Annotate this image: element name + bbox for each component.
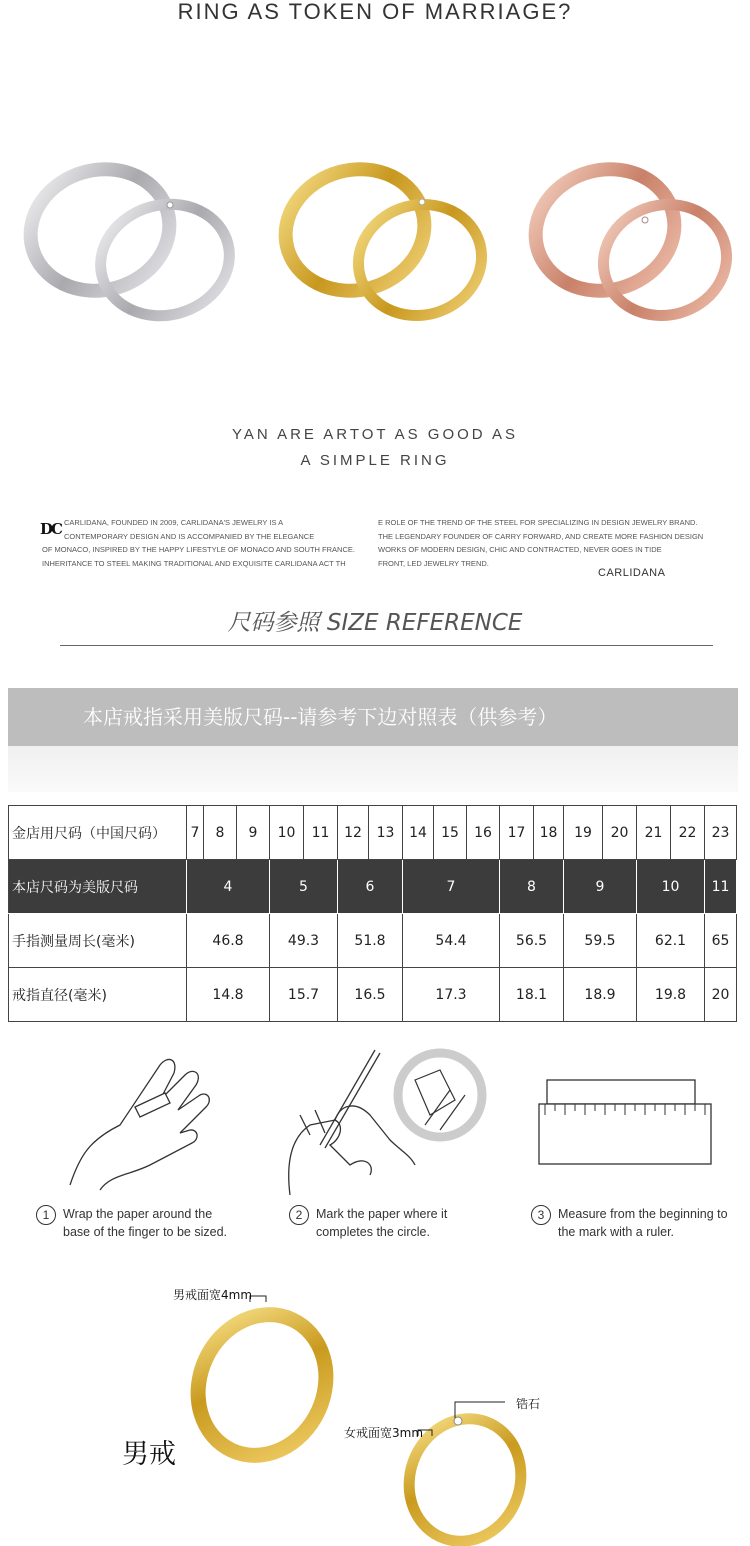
- cn-size-cell: 16: [467, 806, 500, 860]
- cn-size-cell: 11: [304, 806, 338, 860]
- brand-logo: DC: [40, 520, 61, 538]
- us-size-cell: 11: [705, 860, 737, 914]
- circumference-cell: 59.5: [564, 914, 637, 968]
- us-size-cell: 5: [270, 860, 338, 914]
- brand-text-line: OF MONACO, INSPIRED BY THE HAPPY LIFESTYLE OF MONACO AND SOUTH FRANCE.: [42, 545, 355, 554]
- us-size-cell: 4: [187, 860, 270, 914]
- step-1-text: [63, 1205, 227, 1241]
- circumference-cell: 65: [705, 914, 737, 968]
- table-row: [9, 968, 737, 1022]
- ruler-illustration: [535, 1075, 715, 1170]
- mens-width-label: 男戒面宽4mm: [173, 1288, 253, 1302]
- step-2-text: [316, 1205, 447, 1241]
- cn-size-cell: 7: [187, 806, 204, 860]
- cn-size-cell: 21: [637, 806, 671, 860]
- brand-text-line: WORKS OF MODERN DESIGN, CHIC AND CONTRACTED, NEVER GOES IN TIDE: [378, 545, 662, 554]
- diameter-cell: 20: [705, 968, 737, 1022]
- size-table: [8, 805, 737, 1022]
- brand-name: CARLIDANA: [598, 567, 666, 579]
- mark-paper-illustration: [280, 1045, 490, 1195]
- brand-text-line: INHERITANCE TO STEEL MAKING TRADITIONAL AND EXQUISITE CARLIDANA ACT TH: [42, 558, 346, 568]
- diameter-cell: 15.7: [270, 968, 338, 1022]
- divider: [60, 645, 713, 646]
- step-text-line: the mark with a ruler.: [558, 1225, 675, 1239]
- step-text-line: base of the finger to be sized.: [63, 1225, 227, 1239]
- us-size-cell: 7: [403, 860, 500, 914]
- step-1-number: 1: [36, 1205, 56, 1225]
- rose-gold-ring-pair: [520, 150, 740, 340]
- us-size-cell: 9: [564, 860, 637, 914]
- diameter-cell: 17.3: [403, 968, 500, 1022]
- cn-size-cell: 19: [564, 806, 603, 860]
- brand-text-line: CONTEMPORARY DESIGN AND IS ACCOMPANIED BY THE ELEGANCE: [64, 531, 315, 541]
- size-banner: 本店戒指采用美版尺码--请参考下边对照表（供参考）: [8, 688, 738, 746]
- cn-size-cell: 13: [369, 806, 403, 860]
- us-size-cell: 6: [338, 860, 403, 914]
- circumference-cell: 49.3: [270, 914, 338, 968]
- circumference-cell: 54.4: [403, 914, 500, 968]
- cn-size-cell: 14: [403, 806, 434, 860]
- silver-ring-pair: [20, 150, 240, 340]
- gold-ring-pair: [270, 150, 490, 340]
- step-text-line: Mark the paper where it: [316, 1207, 448, 1221]
- diameter-cell: 18.1: [500, 968, 564, 1022]
- step-text-line: Measure from the beginning to: [558, 1207, 728, 1221]
- cn-size-cell: 10: [270, 806, 304, 860]
- cn-size-cell: 18: [534, 806, 564, 860]
- step-3-text: [558, 1205, 728, 1241]
- circumference-header: 手指测量周长(毫米): [9, 914, 187, 968]
- us-size-cell: 8: [500, 860, 564, 914]
- circumference-cell: 51.8: [338, 914, 403, 968]
- diameter-cell: 18.9: [564, 968, 637, 1022]
- diameter-header: 戒指直径(毫米): [9, 968, 187, 1022]
- brand-text-line: E ROLE OF THE TREND OF THE STEEL FOR SPECIALIZING IN DESIGN JEWELRY BRAND.: [378, 518, 698, 527]
- step-text-line: Wrap the paper around the: [63, 1207, 213, 1221]
- wrap-finger-illustration: [60, 1045, 220, 1195]
- cn-size-cell: 8: [204, 806, 237, 860]
- circumference-cell: 56.5: [500, 914, 564, 968]
- cn-size-cell: 9: [237, 806, 270, 860]
- circumference-cell: 46.8: [187, 914, 270, 968]
- brand-text-line: THE LEGENDARY FOUNDER OF CARRY FORWARD, AND CREATE MORE FASHION DESIGN: [378, 531, 704, 541]
- brand-text-line: CARLIDANA, FOUNDED IN 2009, CARLIDANA'S JEWELRY IS A: [64, 518, 284, 527]
- cn-size-cell: 22: [671, 806, 705, 860]
- step-2-number: 2: [289, 1205, 309, 1225]
- table-row: [9, 806, 737, 860]
- page-headline: RING AS TOKEN OF MARRIAGE?: [177, 0, 573, 24]
- circumference-cell: 62.1: [637, 914, 705, 968]
- diameter-cell: 16.5: [338, 968, 403, 1022]
- cn-size-header: 金店用尺码（中国尺码）: [9, 806, 187, 860]
- cn-size-cell: 23: [705, 806, 737, 860]
- us-size-cell: 10: [637, 860, 705, 914]
- stone-label: 锆石: [516, 1397, 541, 1411]
- diameter-cell: 19.8: [637, 968, 705, 1022]
- us-size-header: 本店尺码为美版尺码: [9, 860, 187, 914]
- cn-size-cell: 20: [603, 806, 637, 860]
- table-row: [9, 860, 737, 914]
- step-3-number: 3: [531, 1205, 551, 1225]
- brand-text-right: [378, 516, 703, 570]
- step-text-line: completes the circle.: [316, 1225, 430, 1239]
- tagline-line-2: A SIMPLE RING: [300, 452, 450, 469]
- cn-size-cell: 17: [500, 806, 534, 860]
- mens-ring-label: 男戒: [122, 1439, 176, 1470]
- brand-text-line: FRONT, LED JEWELRY TREND.: [378, 558, 489, 568]
- ring-photos: [20, 150, 740, 340]
- size-reference-title: 尺码参照 SIZE REFERENCE: [227, 610, 523, 636]
- cn-size-cell: 12: [338, 806, 369, 860]
- tagline-line-1: YAN ARE ARTOT AS GOOD AS: [232, 426, 518, 443]
- banner-shadow: [8, 746, 738, 792]
- womens-width-label: 女戒面宽3mm: [344, 1426, 424, 1440]
- table-row: [9, 914, 737, 968]
- ring-width-diagram: [180, 1290, 560, 1546]
- cn-size-cell: 15: [434, 806, 467, 860]
- diameter-cell: 14.8: [187, 968, 270, 1022]
